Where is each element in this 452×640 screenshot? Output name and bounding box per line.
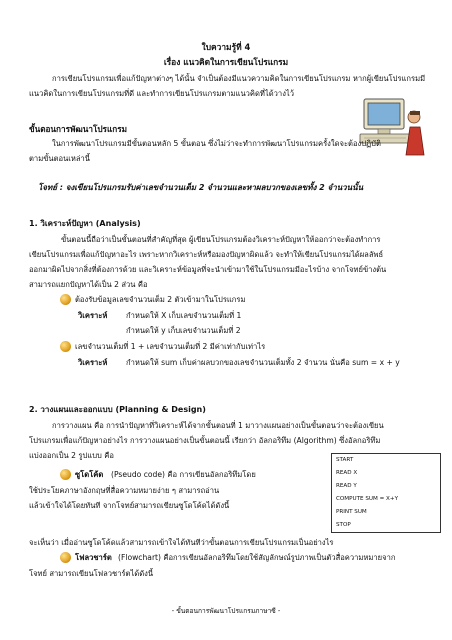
pseudo-code-line-2: ใช้ประโยคภาษาอังกฤษที่สื่อความหมายง่าย ๆ สามารถอ่าน xyxy=(29,486,220,495)
analysis-line-2: เขียนโปรแกรมเพื่อแก้ปัญหาอะไร เพราะหากวิเคราะห์หรือมองปัญหาผิดแล้ว จะทำให้เขียนโปรแกรมได้ผลลัพธ์ xyxy=(29,250,384,259)
analysis-item-1-b: กำหนดให้ y เก็บเลขจำนวนเต็มที่ 2 xyxy=(126,326,241,335)
code-line: PRINT SUM xyxy=(336,509,367,515)
code-line: COMPUTE SUM = X+Y xyxy=(336,496,398,502)
steps-line-1: ในการพัฒนาโปรแกรมมีขั้นตอนหลัก 5 ขั้นตอน ซึ่งไม่ว่าจะทำการพัฒนาโปรแกรมครั้งใดจะต้องปฏิบัติ xyxy=(52,139,381,148)
steps-line-2: ตามขั้นตอนเหล่านี้ xyxy=(29,154,90,163)
bullet-gem-icon xyxy=(60,341,71,352)
analysis-item-1-label: วิเคราะห์ xyxy=(78,311,108,320)
analysis-line-3: ออกมาผิดไปจากสิ่งที่ต้องการด้วย และวิเคราะห์ข้อมูลที่จะนำเข้ามาใช้ในโปรแกรมมีอะไรบ้าง จากโจทย์ข้างต้น xyxy=(29,265,387,274)
pseudo-code-box xyxy=(331,453,441,533)
lesson-number: ใบความรู้ที่ 4 xyxy=(201,42,251,52)
analysis-item-2-label: วิเคราะห์ xyxy=(78,358,108,367)
flowchart-desc: (Flowchart) คือการเขียนอัลกอริทึมโดยใช้สัญลักษณ์รูปภาพเป็นตัวสื่อความหมายจาก xyxy=(118,553,396,562)
pseudo-code-desc: (Pseudo code) คือ การเขียนอัลกอริทึมโดย xyxy=(111,470,256,479)
flowchart-line-2: โจทย์ สามารถเขียนโฟลวชาร์ตได้ดังนี้ xyxy=(29,569,154,578)
analysis-item-2: เลขจำนวนเต็มที่ 1 + เลขจำนวนเต็มที่ 2 มีค่าเท่ากับเท่าไร xyxy=(75,342,266,351)
bullet-gem-icon xyxy=(60,294,71,305)
section-heading-steps: ขั้นตอนการพัฒนาโปรแกรม xyxy=(29,124,127,134)
analysis-line-4: สามารถแยกปัญหาได้เป็น 2 ส่วน คือ xyxy=(29,280,148,289)
section-heading-design: 2. วางแผนและออกแบบ (Planning & Design) xyxy=(29,405,206,414)
code-line: STOP xyxy=(336,522,351,528)
bullet-gem-icon xyxy=(60,552,71,563)
design-line-1: การวางแผน คือ การนำปัญหาที่วิเคราะห์ได้จากขั้นตอนที่ 1 มาวางแผนอย่างเป็นขั้นตอนว่าจะต้องเขียน xyxy=(52,421,384,430)
design-line-2: โปรแกรมเพื่อแก้ปัญหาอย่างไร การวางแผนอย่างเป็นขั้นตอนนี้ เรียกว่า อัลกอริทึม (Algorithm) ซึ่งอัลกอริทึม xyxy=(29,436,381,445)
section-heading-analysis: 1. วิเคราะห์ปัญหา (Analysis) xyxy=(29,219,141,228)
code-line: READ Y xyxy=(336,483,357,489)
analysis-item-2-a: กำหนดให้ sum เก็บค่าผลบวกของเลขจำนวนเต็มทั้ง 2 จำนวน นั่นคือ sum = x + y xyxy=(126,358,400,367)
flowchart-title: โฟลวชาร์ต xyxy=(75,553,112,562)
intro-line-1: การเขียนโปรแกรมเพื่อแก้ปัญหาต่างๆ ได้นั้น จำเป็นต้องมีแนวความคิดในการเขียนโปรแกรม หากผู้เขียนโปรแกรมมี xyxy=(52,74,426,83)
code-line: START xyxy=(336,457,354,463)
problem-statement: โจทย์ : จงเขียนโปรแกรมรับค่าเลขจำนวนเต็ม 2 จำนวนและหาผลบวกของเลขทั้ง 2 จำนวนนั้น xyxy=(38,183,364,192)
after-code-line: จะเห็นว่า เมื่ออ่านซูโดโค้ดแล้วสามารถเข้าใจได้ทันทีว่าขั้นตอนการเขียนโปรแกรมเป็นอย่างไร xyxy=(29,538,334,547)
code-line: READ X xyxy=(336,470,358,476)
analysis-line-1: ขั้นตอนนี้ถือว่าเป็นขั้นตอนที่สำคัญที่สุด ผู้เขียนโปรแกรมต้องวิเคราะห์ปัญหาให้ออกว่าจะต้องทำการ xyxy=(61,235,381,244)
intro-line-2: แนวคิดในการเขียนโปรแกรมที่ดี และทำการเขียนโปรแกรมตามแนวคิดที่ได้วางไว้ xyxy=(29,89,294,98)
pseudo-code-line-3: แล้วเข้าใจได้โดยทันที จากโจทย์สามารถเขียนซูโดโค้ดได้ดังนี้ xyxy=(29,501,230,510)
page-footer: - ขั้นตอนการพัฒนาโปรแกรมภาษาซี - xyxy=(171,607,281,615)
design-line-3: แบ่งออกเป็น 2 รูปแบบ คือ xyxy=(29,451,114,460)
page-title: เรื่อง แนวคิดในการเขียนโปรแกรม xyxy=(163,57,289,67)
pseudo-code-title: ซูโดโค้ด xyxy=(75,470,104,479)
bullet-gem-icon xyxy=(60,469,71,480)
analysis-item-1-a: กำหนดให้ X เก็บเลขจำนวนเต็มที่ 1 xyxy=(126,311,242,320)
analysis-item-1: ต้องรับข้อมูลเลขจำนวนเต็ม 2 ตัวเข้ามาในโปรแกรม xyxy=(75,295,246,304)
